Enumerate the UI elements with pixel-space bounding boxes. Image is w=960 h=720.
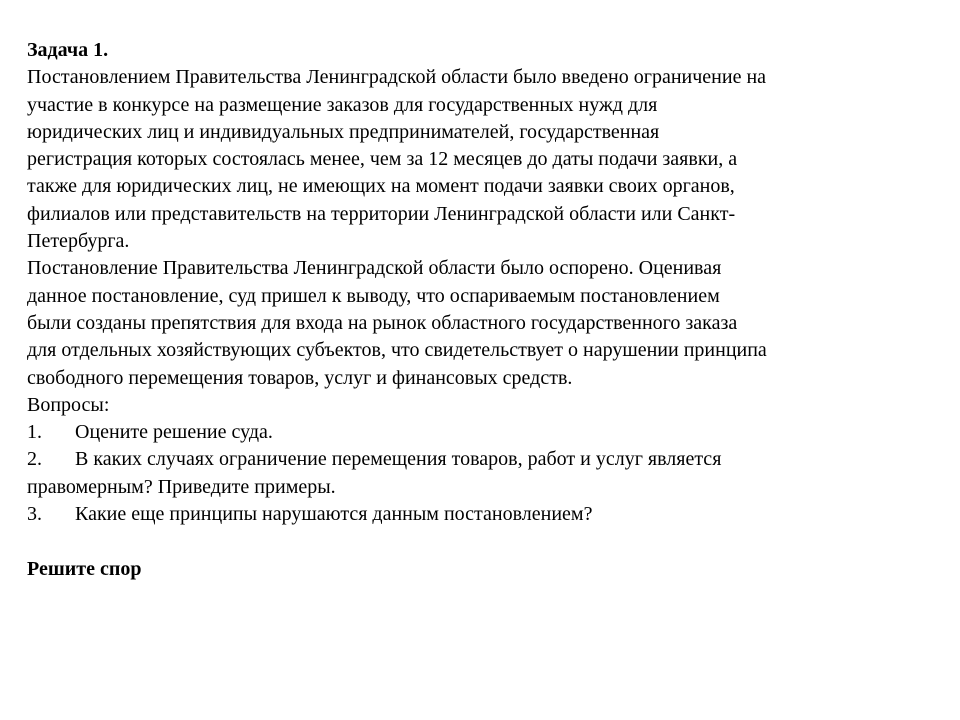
question-item — [27, 501, 937, 528]
task-title: Задача 1. — [27, 39, 109, 61]
question-number: 1. — [27, 421, 42, 444]
court-decision — [27, 255, 937, 391]
description-line: Постановлением Правительства Ленинградской области было введено ограничение на — [27, 66, 767, 89]
description-line: филиалов или представительств на территории Ленинградской области или Санкт- — [27, 202, 736, 225]
task-footer: Решите спор — [27, 557, 142, 580]
description-line: регистрация которых состоялась менее, чем за 12 месяцев до даты подачи заявки, а — [27, 148, 738, 171]
question-item — [27, 446, 937, 473]
question-text: В каких случаях ограничение перемещения товаров, работ и услуг является — [75, 448, 722, 471]
decision-line: были созданы препятствия для входа на рынок областного государственного заказа — [27, 311, 738, 334]
decision-line: Постановление Правительства Ленинградской области было оспорено. Оценивая — [27, 257, 722, 280]
description-line: Петербурга. — [27, 230, 130, 253]
spacer — [27, 528, 937, 555]
description-line: участие в конкурсе на размещение заказов для государственных нужд для — [27, 93, 658, 116]
task-content — [27, 37, 937, 583]
task-description — [27, 64, 937, 255]
decision-line: свободного перемещения товаров, услуг и финансовых средств. — [27, 366, 573, 389]
question-text: Оцените решение суда. — [75, 421, 273, 444]
questions-heading: Вопросы: — [27, 393, 110, 416]
question-number: 3. — [27, 503, 42, 526]
decision-line: данное постановление, суд пришел к выводу, что оспариваемым постановлением — [27, 284, 720, 307]
question-text: Какие еще принципы нарушаются данным постановлением? — [75, 503, 593, 526]
decision-line: для отдельных хозяйствующих субъектов, что свидетельствует о нарушении принципа — [27, 339, 767, 362]
description-line: юридических лиц и индивидуальных предпринимателей, государственная — [27, 120, 660, 143]
question-text-continuation: правомерным? Приведите примеры. — [27, 475, 336, 498]
question-item — [27, 419, 937, 446]
questions-list — [27, 419, 937, 528]
description-line: также для юридических лиц, не имеющих на момент подачи заявки своих органов, — [27, 175, 735, 198]
question-number: 2. — [27, 448, 42, 471]
